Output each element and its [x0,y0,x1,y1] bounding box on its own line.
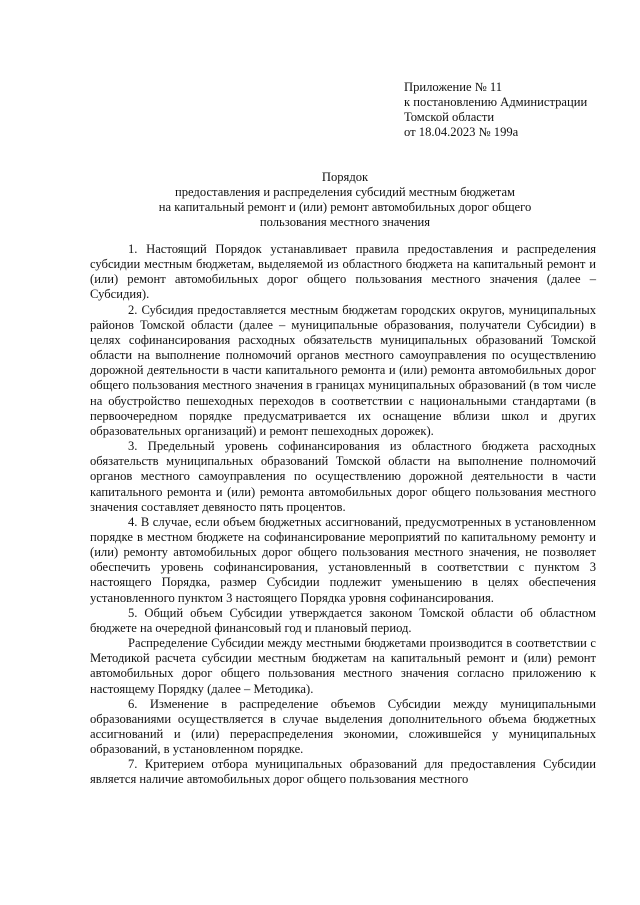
document-title [90,170,600,230]
paragraph-1: 1. Настоящий Порядок устанавливает правила предоставления и распределения субсидии местным бюджетам, выделяемой из областного бюджета на капитальный ремонт и (или) ремонт автомобильных дорог общего пользования местного значения (далее – Субсидия). [90,242,596,302]
appendix-reference: к постановлению Администрации [404,95,588,109]
paragraph-7: 7. Критерием отбора муниципальных образований для предоставления Субсидии является наличие автомобильных дорог общего пользования местного [90,757,596,787]
paragraph-5-distribution: Распределение Субсидии между местными бюджетами производится в соответствии с Методикой расчета субсидии местным бюджетам на капитальный ремонт и (или) ремонт автомобильных дорог общего пользования местного значения согласно приложению к настоящему Порядку (далее – Методика). [90,636,596,696]
document-body [90,242,596,788]
title-heading: Порядок [321,170,369,184]
appendix-authority: Томской области [404,110,495,124]
appendix-number: Приложение № 11 [404,80,503,94]
title-line-2: на капитальный ремонт и (или) ремонт автомобильных дорог общего [158,200,532,214]
paragraph-3: 3. Предельный уровень софинансирования из областного бюджета расходных обязательств муниципальных образований Томской области на выполнение полномочий органов местного самоуправления по осуществлению дорожной деятельности в части капитального ремонта и (или) ремонта автомобильных дорог общего пользования местного значения составляет девяносто пять процентов. [90,439,596,514]
title-line-3: пользования местного значения [259,215,431,229]
paragraph-5: 5. Общий объем Субсидии утверждается законом Томской области об областном бюджете на очередной финансовый год и плановый период. [90,605,596,635]
title-line-1: предоставления и распределения субсидий местным бюджетам [174,185,516,199]
appendix-block [404,80,624,140]
paragraph-2: 2. Субсидия предоставляется местным бюджетам городских округов, муниципальных районов Томской области (далее – муниципальные образования, получатели Субсидии) в целях софинансирования расходных обязательств муниципальных образований Томской области на выполнение полномочий органов местного самоуправления по осуществлению дорожной деятельности в части капитального ремонта и (или) ремонта автомобильных дорог общего пользования местного значения в границах муниципальных образований (в том числе на обустройство пешеходных переходов в соответствии с национальными стандартами (в первоочередном порядке предусматривается их оснащение вблизи школ и других образовательных организаций) и ремонт пешеходных дорожек). [90,302,596,438]
paragraph-6: 6. Изменение в распределение объемов Субсидии между муниципальными образованиями осуществляется в случае выделения дополнительного объема бюджетных ассигнований и (или) перераспределения экономии, сложившейся у муниципальных образований, в установленном порядке. [90,696,596,757]
paragraph-4: 4. В случае, если объем бюджетных ассигнований, предусмотренных в установленном порядке в местном бюджете на софинансирование мероприятий по капитальному ремонту и (или) ремонту автомобильных дорог общего пользования местного значения, не позволяет обеспечить уровень софинансирования, установленный в соответствии с пунктом 3 настоящего Порядка, размер Субсидии подлежит уменьшению в целях обеспечения установленного пунктом 3 настоящего Порядка уровня софинансирования. [90,514,596,605]
appendix-date: от 18.04.2023 № 199а [404,125,519,139]
